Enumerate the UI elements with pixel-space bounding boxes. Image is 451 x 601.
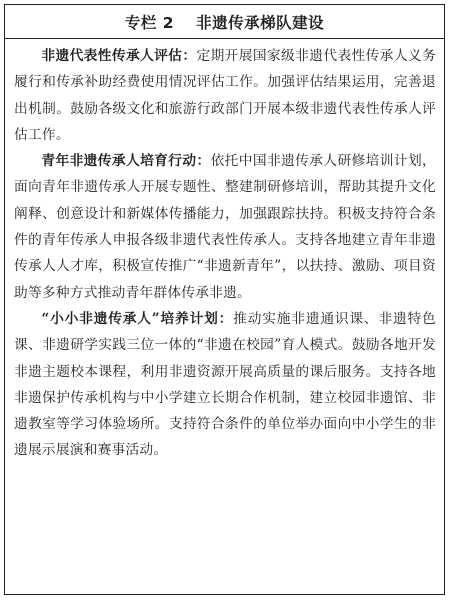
column-label: 专栏 2 <box>124 13 175 32</box>
column-box <box>4 4 445 595</box>
column-title: 非遗传承梯队建设 <box>196 13 325 32</box>
paragraph-inheritor-evaluation <box>14 43 436 148</box>
paragraph-young-inheritor-plan <box>14 306 436 464</box>
paragraph-youth-cultivation <box>14 148 436 306</box>
paragraph-body: 依托中国非遗传承人研修培训计划，面向青年非遗传承人开展专题性、整建制研修培训，帮助其提升文化阐释、创意设计和新媒体传播能力，加强跟踪扶持。积极支持符合条件的青年传承人申报各级非遗代表性传承人。支持各地建立青年非遗传承人人才库，积极宣传推广“非遗新青年”，以扶持、激励、项目资助等多种方式推动青年群体传承非遗。 <box>14 153 436 301</box>
column-content <box>5 39 444 464</box>
paragraph-body: 定期开展国家级非遗代表性传承人义务履行和传承补助经费使用情况评估工作。加强评估结果运用，完善退出机制。鼓励各级文化和旅游行政部门开展本级非遗代表性传承人评估工作。 <box>14 48 436 143</box>
paragraph-heading: 非遗代表性传承人评估： <box>41 48 197 64</box>
paragraph-heading: 青年非遗传承人培育行动： <box>41 153 211 170</box>
column-header <box>5 5 444 39</box>
paragraph-body: 推动实施非遗通识课、非遗特色课、非遗研学实践三位一体的“非遗在校园”育人模式。鼓励各地开发非遗主题校本课程，利用非遗资源开展高质量的课后服务。支持各地非遗保护传承机构与中小学建立长期合作机制，建立校园非遗馆、非遗教室等学习体验场所。支持符合条件的单位举办面向中小学生的非遗展示展演和赛事活动。 <box>14 310 436 459</box>
paragraph-heading: “小小非遗传承人”培养计划： <box>41 310 234 327</box>
